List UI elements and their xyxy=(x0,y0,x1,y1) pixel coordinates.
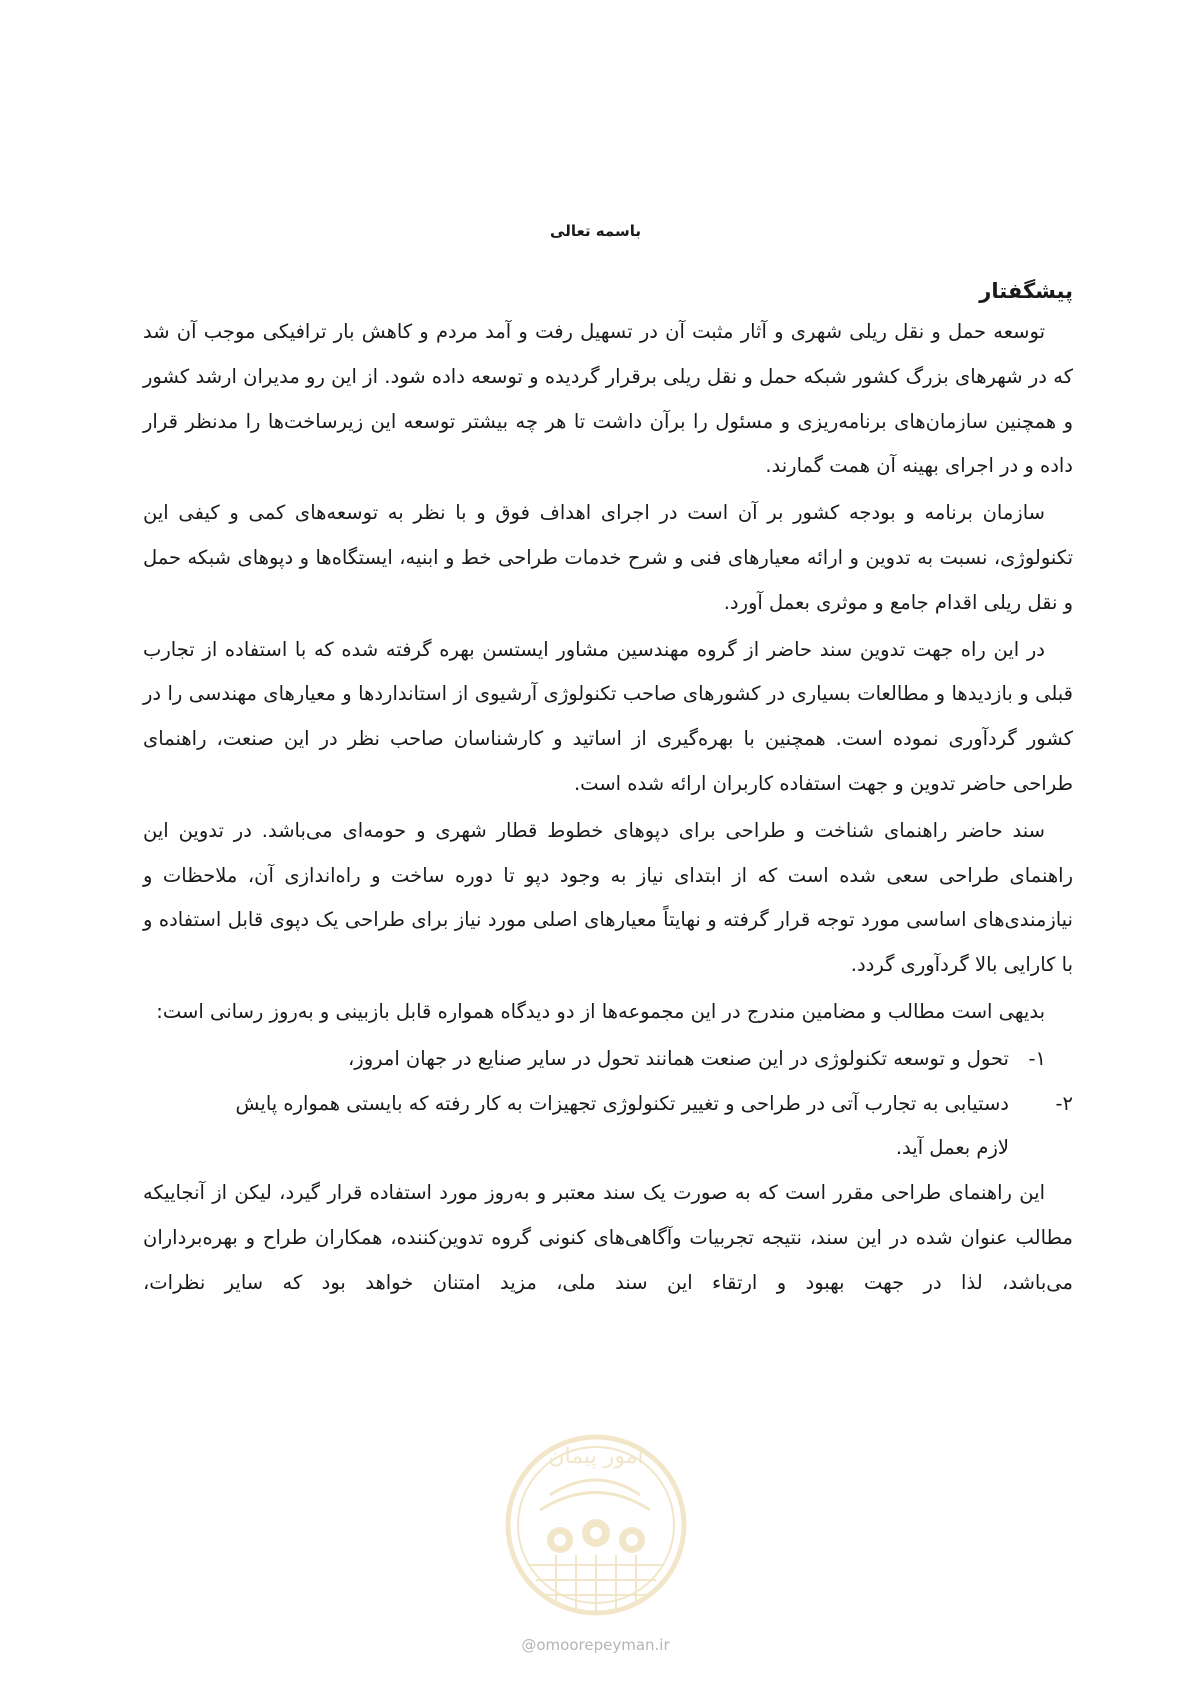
closing-paragraph: این راهنمای طراحی مقرر است که به صورت یک سند معتبر و به‌روز مورد استفاده قرار گیرد، لیکن از آنجاییکه مطالب عنوان شده در این سند، نتیجه تجربیات وآگاهی‌های کنونی گروه تدوین‌کننده، همکاران طراح و بهره‌برداران می‌باشد، لذا در جهت بهبود و ارتقاء این سند ملی، مزید امتنان خواهد بود که سایر نظرات، xyxy=(143,1181,1073,1294)
list-item xyxy=(143,1082,1073,1172)
paragraph-1: توسعه حمل و نقل ریلی شهری و آثار مثبت آن در تسهیل رفت و آمد مردم و کاهش بار ترافیکی موجب آن شد که در شهرهای بزرگ کشور شبکه حمل و نقل ریلی برقرار گردیده و توسعه داده شود. از این رو مدیران ارشد کشور و همچنین سازمان‌های برنامه‌ریزی و مسئول را برآن داشت تا هر چه بیشتر توسعه این زیرساخت‌ها را مدنظر قرار داده و در اجرای بهینه آن همت گمارند. xyxy=(143,320,1073,478)
list-text-continuation: لازم بعمل آید. xyxy=(895,1136,1009,1160)
paragraph-4: سند حاضر راهنمای شناخت و طراحی برای دپوهای خطوط قطار شهری و حومه‌ای می‌باشد. در تدوین این راهنمای طراحی سعی شده است که از ابتدای نیاز به وجود دپو تا دوره ساخت و راه‌اندازی آن، ملاحظات و نیازمندی‌های اساسی مورد توجه قرار گرفته و نهایتاً معیارهای اصلی مورد نیاز برای طراحی یک دپوی قابل استفاده و با کارایی بالا گردآوری گردد. xyxy=(143,818,1073,977)
preface-body xyxy=(143,272,1073,1308)
omoorepeyman-seal-logo-icon xyxy=(500,1415,692,1625)
paragraph-5: بدیهی است مطالب و مضامین مندرج در این مجموعه‌ها از دو دیدگاه همواره قابل بازبینی و به‌روز رسانی است: xyxy=(156,999,1045,1023)
paragraph-3: در این راه جهت تدوین سند حاضر از گروه مهندسین مشاور ایستسن بهره گرفته شده که با استفاده از تجارب قبلی و بازدیدها و مطالعات بسیاری در کشورهای صاحب تکنولوژی آرشیوی از استانداردها و معیارهای مهندسی را در کشور گردآوری نموده است. همچنین با بهره‌گیری از اساتید و کارشناسان صاحب نظر در این صنعت، راهنمای طراحی حاضر تدوین و جهت استفاده کاربران ارائه شده است. xyxy=(143,637,1073,795)
paragraph-2: سازمان برنامه و بودجه کشور بر آن است در اجرای اهداف فوق و با نظر به توسعه‌های کمی و کیفی این تکنولوژی، نسبت به تدوین و ارائه معیارهای فنی و شرح خدمات طراحی خط و ابنیه، ایستگاه‌ها و دپوهای شبکه حمل و نقل ریلی اقدام جامع و موثری بعمل آورد. xyxy=(143,501,1073,614)
list-text: تحول و توسعه تکنولوژی در این صنعت همانند تحول در سایر صنایع در جهان امروز، xyxy=(347,1046,1009,1070)
section-title: پیشگفتار xyxy=(979,279,1073,303)
basmala-header: باسمه تعالی xyxy=(550,222,641,240)
list-number: ۱- xyxy=(1028,1046,1046,1070)
numbered-list xyxy=(143,1037,1073,1171)
list-item xyxy=(143,1037,1073,1082)
list-text: دستیابی به تجارب آتی در طراحی و تغییر تکنولوژی تجهیزات به کار رفته که بایستی همواره پایش xyxy=(235,1091,1009,1115)
watermark-logo-text: امور پیمان xyxy=(548,1444,644,1469)
list-number: ۲- xyxy=(1055,1091,1073,1115)
watermark-url: @omoorepeyman.ir xyxy=(521,1636,670,1654)
